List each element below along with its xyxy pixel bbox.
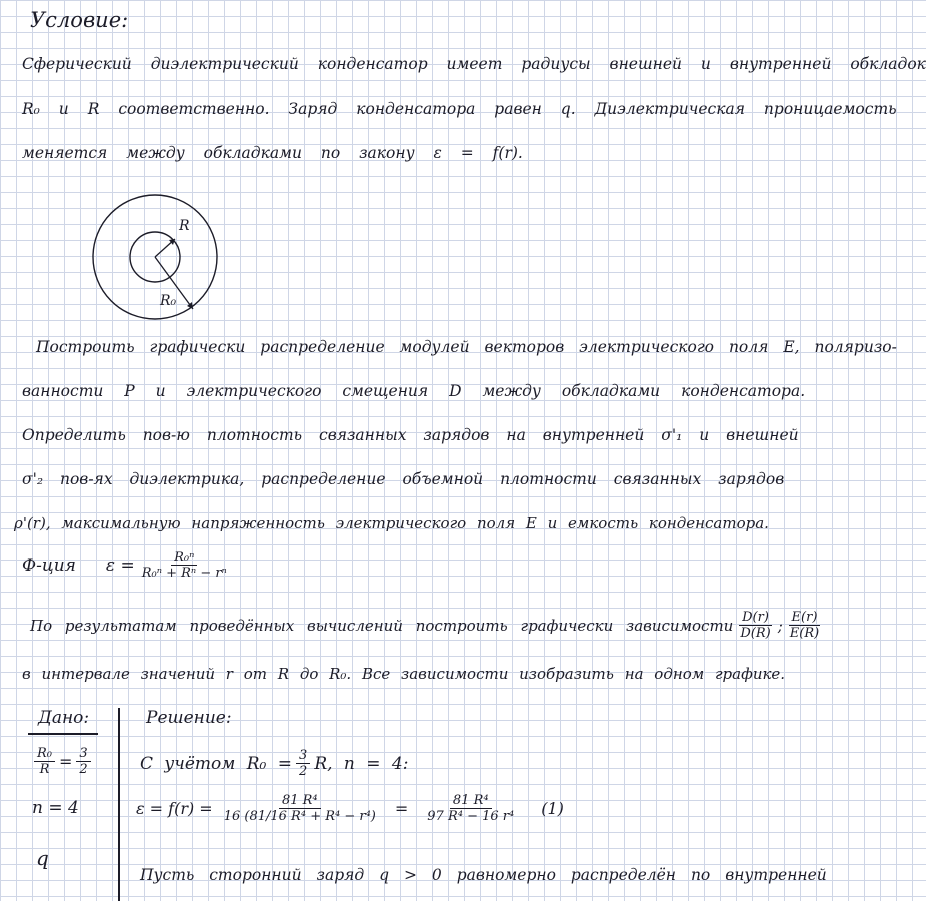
given-title: Дано: xyxy=(38,708,90,728)
function-denominator: R₀ⁿ + Rⁿ − rⁿ xyxy=(141,566,227,581)
solution-line1-suffix: R, n = 4: xyxy=(314,753,409,774)
given-ratio-eq: = xyxy=(59,752,73,771)
given-ratio-rhs-num: 3 xyxy=(76,746,90,762)
solution-line-1 xyxy=(140,748,408,779)
solution-line-3: Пусть сторонний заряд q > 0 равномерно распределён по внутренней xyxy=(140,866,827,884)
solution-title: Решение: xyxy=(146,708,232,728)
equation-lhs: ε = f(r) = xyxy=(136,799,213,818)
given-solution-divider xyxy=(118,708,120,901)
solution-line1-fraction xyxy=(296,748,310,779)
equation-fraction-2-den: 97 R⁴ − 16 r⁴ xyxy=(427,809,515,824)
given-underline xyxy=(28,733,98,735)
solution-line1-num: 3 xyxy=(296,748,310,764)
solution-equation xyxy=(136,793,564,824)
equation-fraction-1 xyxy=(221,793,379,824)
ratio-separator: ; xyxy=(777,616,783,635)
function-fraction xyxy=(139,550,230,581)
given-n-value: n = 4 xyxy=(32,798,79,818)
equation-fraction-2-num: 81 R⁴ xyxy=(450,793,492,809)
equation-mid: = xyxy=(394,799,409,818)
given-ratio-den: R xyxy=(39,762,50,777)
ratio-d-fraction xyxy=(737,610,773,641)
given-ratio-rhs xyxy=(76,746,90,777)
equation-tag: (1) xyxy=(541,799,564,818)
task-line-5: ρ'(r), максимальную напряженность электрического поля E и емкость конденсатора. xyxy=(14,514,769,532)
equation-fraction-2 xyxy=(424,793,517,824)
task-line-2: ванности P и электрического смещения D между обкладками конденсатора. xyxy=(22,382,806,400)
task-line-1: Построить графически распределение модулей векторов электрического поля E, поляризо- xyxy=(36,338,897,356)
task-line-4: σ'₂ пов-ях диэлектрика, распределение объемной плотности связанных зарядов xyxy=(22,470,785,488)
ratio-d-num: D(r) xyxy=(739,610,772,626)
given-unknown: q xyxy=(36,846,49,870)
function-numerator: R₀ⁿ xyxy=(171,550,197,566)
function-lhs: ε = xyxy=(105,555,135,576)
given-ratio-num: R₀ xyxy=(34,746,55,762)
inner-radius-label: R xyxy=(179,218,190,234)
graph-text-1: По результатам проведённых вычислений построить графически зависимости xyxy=(30,616,734,635)
condition-heading: Условие: xyxy=(30,8,129,32)
condition-line-3: меняется между обкладками по закону ε = f(r). xyxy=(22,144,523,162)
equation-fraction-1-den: 16 (81/16 R⁴ + R⁴ − r⁴) xyxy=(223,809,376,824)
condition-line-2: R₀ и R соответственно. Заряд конденсатора равен q. Диэлектрическая проницаемость xyxy=(22,100,897,118)
outer-radius-label: R₀ xyxy=(160,293,177,309)
given-ratio xyxy=(30,746,95,777)
equation-fraction-1-num: 81 R⁴ xyxy=(279,793,321,809)
task-line-3: Определить пов-ю плотность связанных зарядов на внутренней σ'₁ и внешней xyxy=(22,426,799,444)
condition-line-1: Сферический диэлектрический конденсатор имеет радиусы внешней и внутренней обкладок xyxy=(22,55,926,73)
graph-line-2: в интервале значений r от R до R₀. Все зависимости изобразить на одном графике. xyxy=(22,665,786,683)
given-ratio-rhs-den: 2 xyxy=(79,762,88,777)
ratio-e-num: E(r) xyxy=(789,610,821,626)
function-formula xyxy=(22,550,234,581)
function-prefix: Ф-ция xyxy=(22,555,76,576)
solution-line1-den: 2 xyxy=(299,764,308,779)
graph-line-1 xyxy=(30,610,826,641)
capacitor-diagram xyxy=(87,187,227,327)
ratio-d-den: D(R) xyxy=(740,626,771,641)
ratio-e-fraction xyxy=(787,610,822,641)
solution-line1-prefix: С учётом R₀ = xyxy=(140,753,293,774)
given-ratio-lhs xyxy=(34,746,55,777)
ratio-e-den: E(R) xyxy=(789,626,820,641)
